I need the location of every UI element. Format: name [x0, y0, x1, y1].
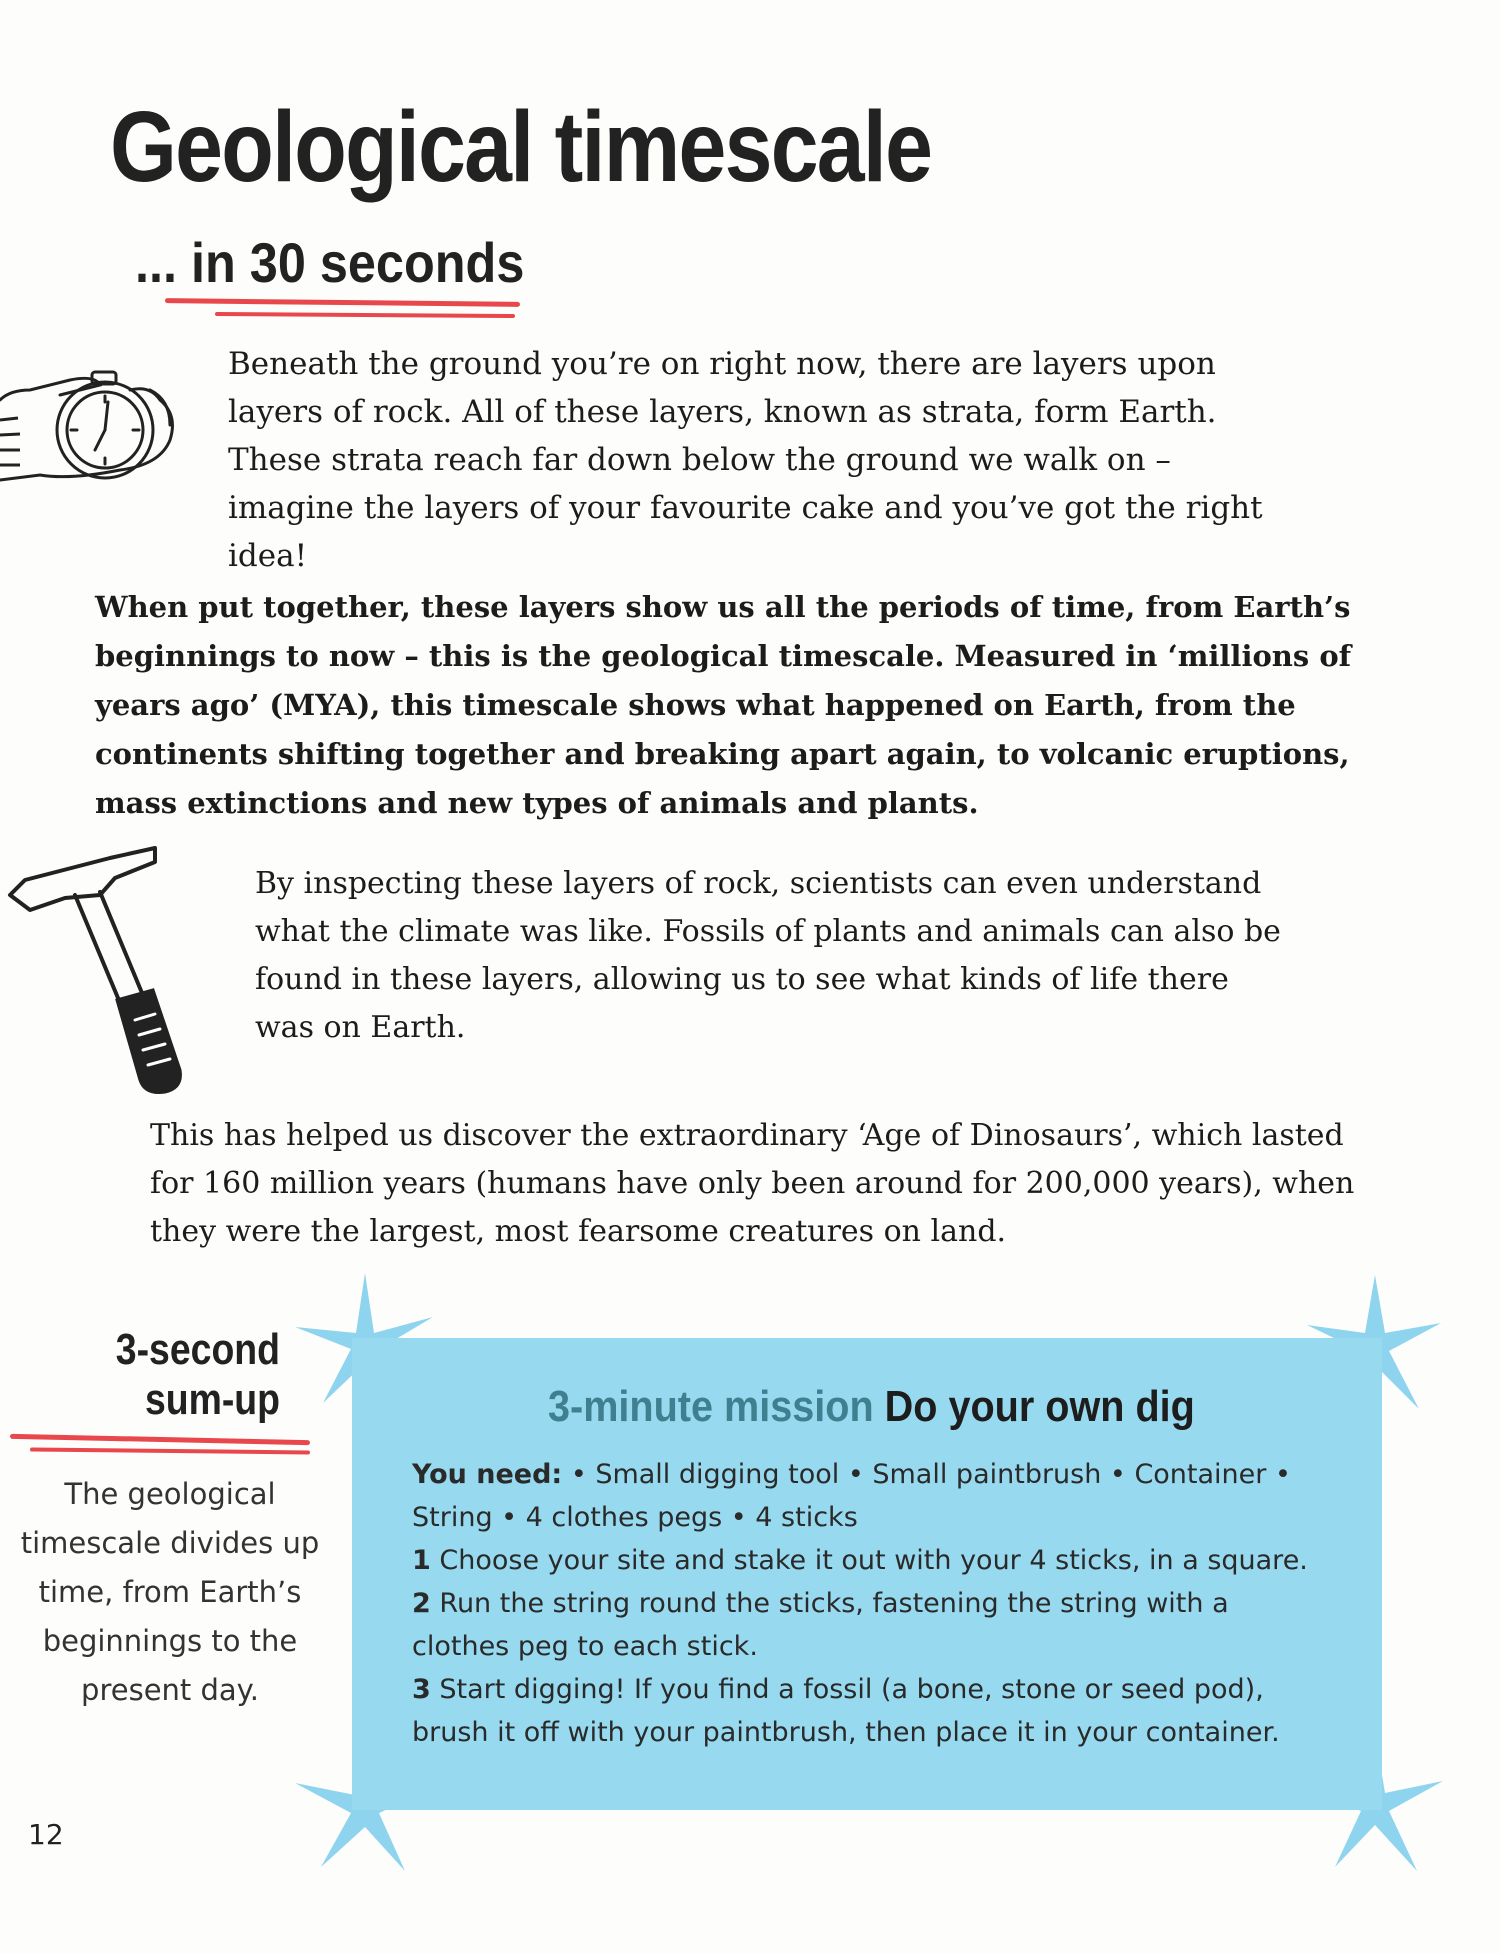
- paragraph-timescale: When put together, these layers show us all the periods of time, from Earth’s beginnings to now – this is the geological timescale. Measured in ‘millions of years ago’ (MYA), this timescale shows what happened on Earth, from the continents shifting together and breaking apart again, to volcanic eruptions, mass extinctions and new types of animals and plants.: [95, 590, 1352, 820]
- mission-heading: [548, 1382, 1195, 1432]
- mission-step-1: [412, 1539, 1332, 1582]
- you-need-label: You need:: [412, 1459, 563, 1490]
- mission-prefix: 3-minute mission: [548, 1382, 874, 1431]
- you-need-items: • Small digging tool • Small paintbrush • Container • String • 4 clothes pegs • 4 sticks: [412, 1459, 1291, 1533]
- step-text: Run the string round the sticks, fastening the string with a clothes peg to each stick.: [412, 1588, 1229, 1662]
- mission-body: [412, 1453, 1332, 1754]
- subtitle-underline-2: [215, 312, 515, 318]
- sum-up-title: 3-second sum-up: [115, 1325, 280, 1424]
- step-text: Start digging! If you find a fossil (a bone, stone or seed pod), brush it off with your paintbrush, then place it in your container.: [412, 1674, 1280, 1748]
- mission-you-need: [412, 1453, 1332, 1539]
- paragraph-inspecting: By inspecting these layers of rock, scientists can even understand what the climate was like. Fossils of plants and animals can also be found in these layers, allowing us to see what kinds of life there was on Earth.: [255, 866, 1281, 1045]
- page-subtitle: ... in 30 seconds: [135, 231, 525, 294]
- mission-step-2: [412, 1582, 1332, 1668]
- step-number: 2: [412, 1588, 431, 1619]
- sum-up-underline-2: [30, 1448, 310, 1455]
- step-text: Choose your site and stake it out with your 4 sticks, in a square.: [439, 1545, 1308, 1576]
- paragraph-intro: Beneath the ground you’re on right now, there are layers upon layers of rock. All of these layers, known as strata, form Earth. These strata reach far down below the ground we walk on – imagine the layers of your favourite cake and you’ve got the right idea!: [228, 346, 1263, 574]
- subtitle-underline: [165, 298, 520, 307]
- mission-step-3: [412, 1668, 1332, 1754]
- geology-hammer-icon: [5, 840, 190, 1100]
- step-number: 3: [412, 1674, 431, 1705]
- stopwatch-in-hand-icon: [0, 330, 190, 490]
- sum-up-text: The geological timescale divides up time, from Earth’s beginnings to the present day.: [20, 1477, 320, 1707]
- sum-up-underline: [10, 1434, 310, 1445]
- page-title: Geological timescale: [110, 91, 932, 203]
- step-number: 1: [412, 1545, 431, 1576]
- paragraph-dinosaurs: This has helped us discover the extraordinary ‘Age of Dinosaurs’, which lasted for 160 million years (humans have only been around for 200,000 years), when they were the largest, most fearsome creatures on land.: [150, 1118, 1355, 1249]
- mission-title: Do your own dig: [884, 1382, 1195, 1431]
- page-number: 12: [28, 1818, 64, 1851]
